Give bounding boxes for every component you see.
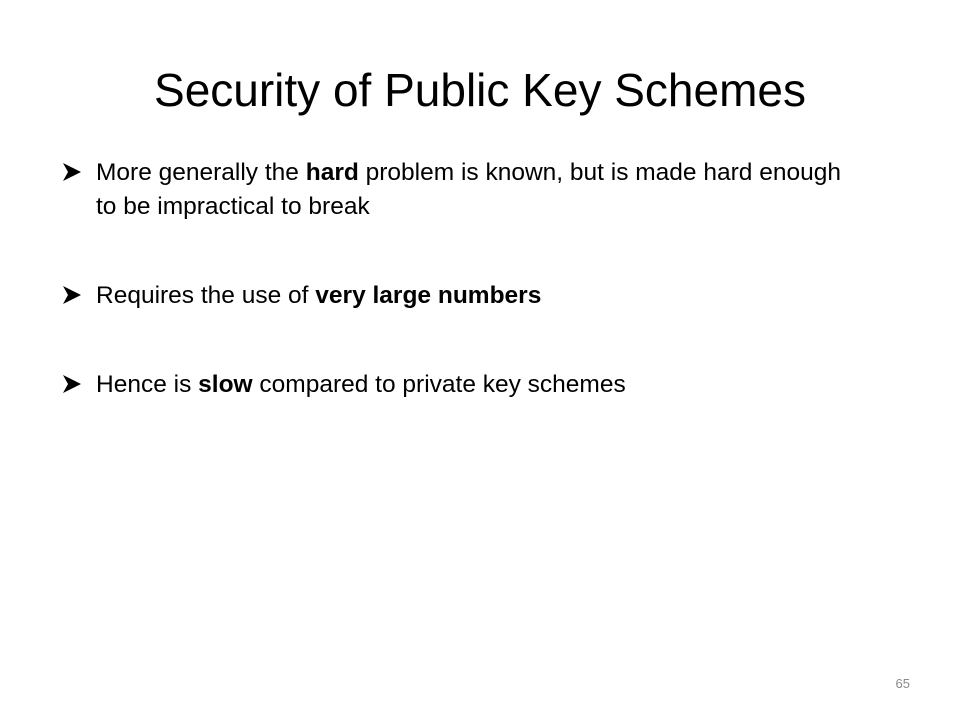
arrowhead-bullet-icon <box>62 374 82 394</box>
bullet-item <box>62 156 862 224</box>
bullet-text: problem is known, but is made hard enough to be impractical to break <box>96 159 841 220</box>
slide-title: Security of Public Key Schemes <box>154 64 806 116</box>
bullet-bold-term: slow <box>198 371 253 398</box>
arrowhead-bullet-icon <box>62 285 82 305</box>
bullet-list <box>62 156 862 402</box>
bullet-text: Hence is <box>96 371 199 398</box>
bullet-text: compared to private key schemes <box>252 371 626 398</box>
bullet-bold-term: very large numbers <box>315 282 542 309</box>
arrowhead-bullet-icon <box>62 162 82 182</box>
bullet-text: More generally the <box>96 159 306 186</box>
bullet-bold-term: hard <box>305 159 359 186</box>
bullet-item <box>62 368 862 402</box>
bullet-text: Requires the use of <box>96 282 316 309</box>
page-number: 65 <box>895 676 910 691</box>
bullet-item <box>62 279 862 313</box>
